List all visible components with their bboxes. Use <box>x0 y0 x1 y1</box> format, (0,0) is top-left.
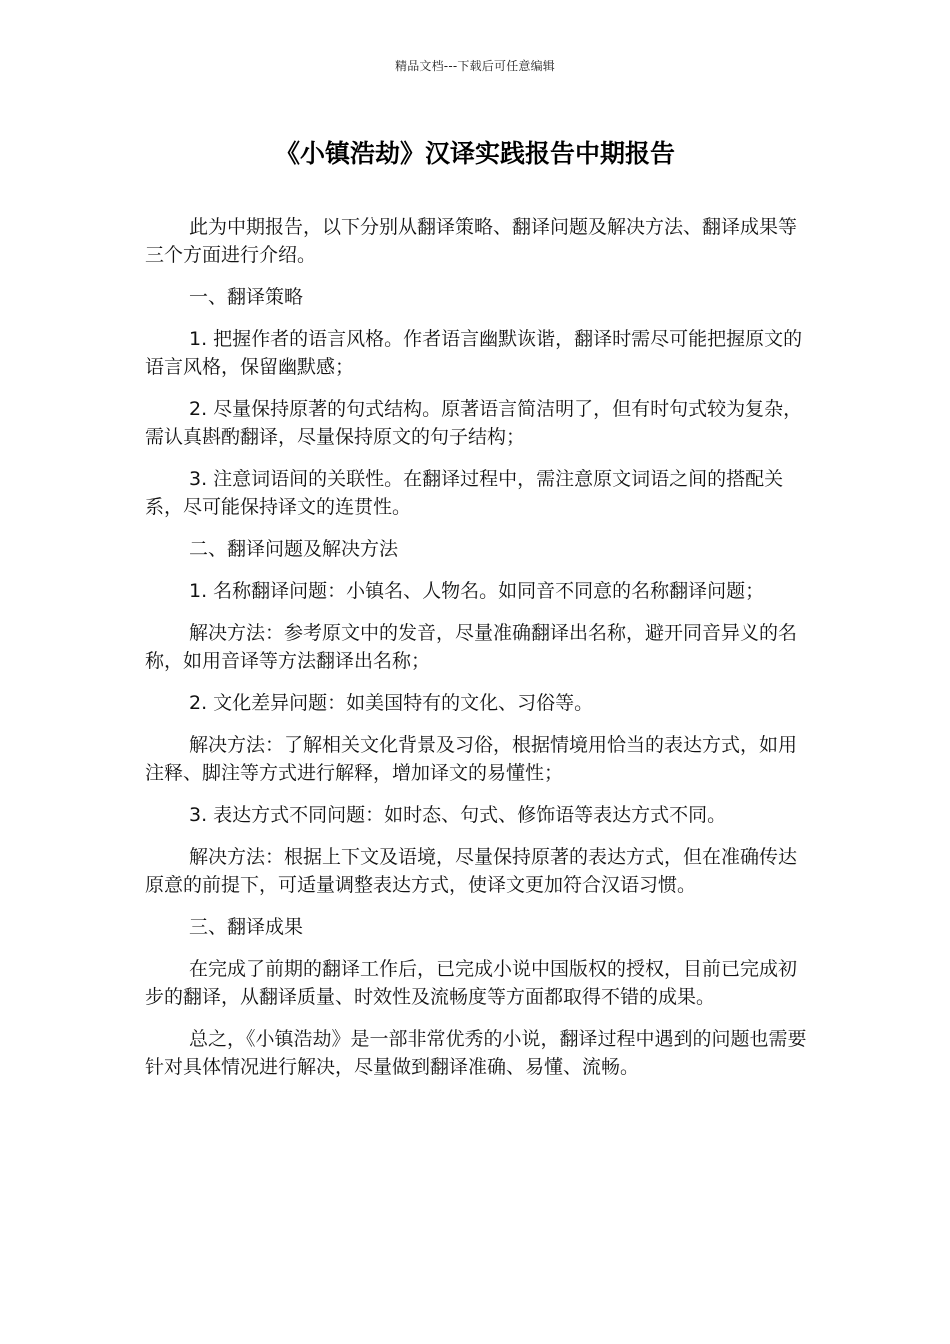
paragraph-intro: 此为中期报告，以下分别从翻译策略、翻译问题及解决方法、翻译成果等三个方面进行介绍。 <box>145 216 798 266</box>
document-title: 《小镇浩劫》汉译实践报告中期报告 <box>274 139 675 168</box>
page-header: 精品文档---下载后可任意编辑 <box>395 59 555 73</box>
paragraph-solution-1: 解决方法：参考原文中的发音，尽量准确翻译出名称，避开同音异义的名称，如用音译等方法翻译出名称； <box>145 622 798 672</box>
paragraph-strategy-1: 1. 把握作者的语言风格。作者语言幽默诙谐，翻译时需尽可能把握原文的语言风格，保留幽默感； <box>145 328 803 378</box>
paragraph-problem-2: 2. 文化差异问题：如美国特有的文化、习俗等。 <box>189 692 594 714</box>
section-heading-strategy: 一、翻译策略 <box>189 286 304 308</box>
paragraph-conclusion: 总之，《小镇浩劫》是一部非常优秀的小说，翻译过程中遇到的问题也需要针对具体情况进行解决，尽量做到翻译准确、易懂、流畅。 <box>145 1028 807 1078</box>
document-body <box>145 213 810 1095</box>
paragraph-strategy-3: 3. 注意词语间的关联性。在翻译过程中，需注意原文词语之间的搭配关系，尽可能保持译文的连贯性。 <box>145 468 784 518</box>
paragraph-solution-3: 解决方法：根据上下文及语境，尽量保持原著的表达方式，但在准确传达原意的前提下，可适量调整表达方式，使译文更加符合汉语习惯。 <box>145 846 798 896</box>
section-heading-problems: 二、翻译问题及解决方法 <box>189 538 399 560</box>
paragraph-problem-3: 3. 表达方式不同问题：如时态、句式、修饰语等表达方式不同。 <box>189 804 727 826</box>
paragraph-strategy-2: 2. 尽量保持原著的句式结构。原著语言简洁明了，但有时句式较为复杂，需认真斟酌翻译，尽量保持原文的句子结构； <box>145 398 803 448</box>
paragraph-solution-2: 解决方法：了解相关文化背景及习俗，根据情境用恰当的表达方式，如用注释、脚注等方式进行解释，增加译文的易懂性； <box>145 734 798 784</box>
section-heading-results: 三、翻译成果 <box>189 916 304 938</box>
paragraph-problem-1: 1. 名称翻译问题：小镇名、人物名。如同音不同意的名称翻译问题； <box>189 580 765 602</box>
paragraph-results: 在完成了前期的翻译工作后，已完成小说中国版权的授权，目前已完成初步的翻译，从翻译质量、时效性及流畅度等方面都取得不错的成果。 <box>145 958 798 1008</box>
